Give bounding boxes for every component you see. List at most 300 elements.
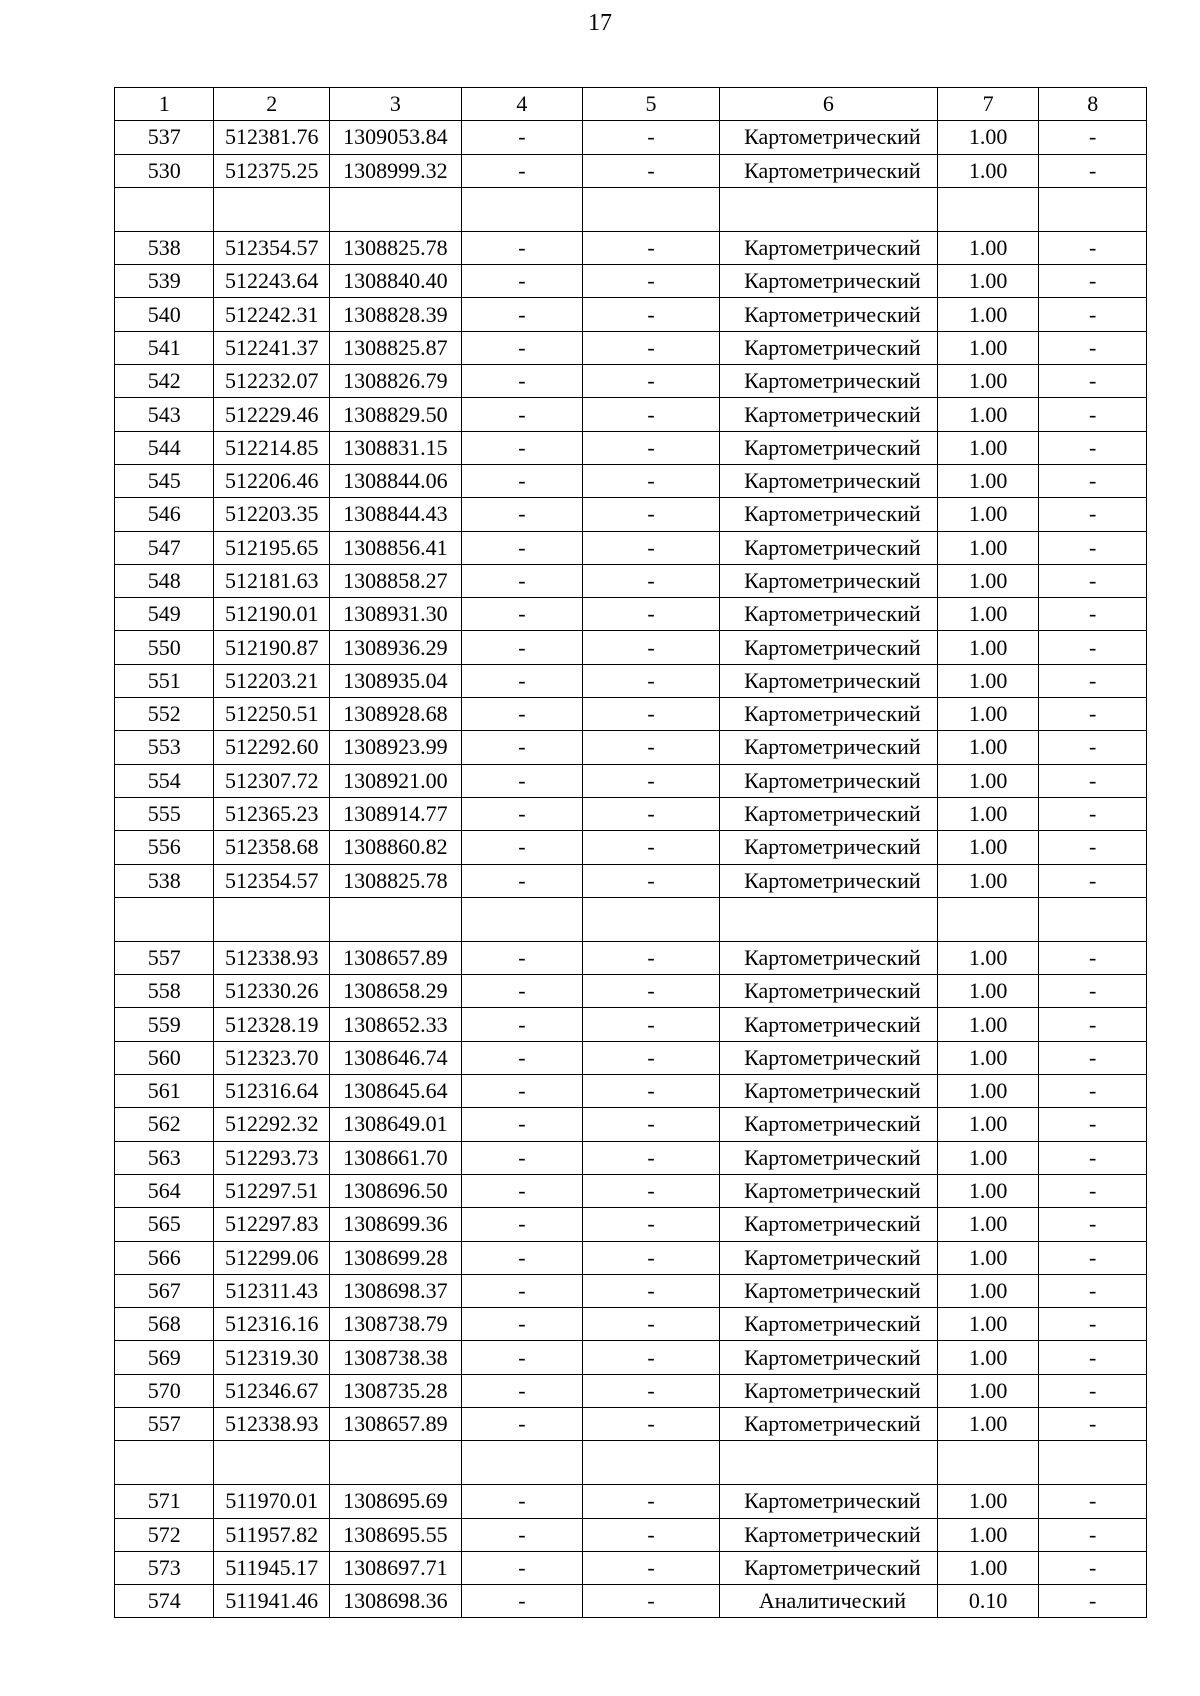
table-cell	[583, 897, 720, 941]
table-cell: -	[583, 698, 720, 731]
table-cell: 1308657.89	[330, 941, 462, 974]
table-cell: 560	[115, 1041, 214, 1074]
table-cell: -	[461, 598, 583, 631]
table-cell: -	[1039, 598, 1147, 631]
table-cell: -	[461, 731, 583, 764]
table-cell: 512203.21	[214, 664, 330, 697]
table-cell: 1.00	[937, 1341, 1038, 1374]
header-cell: 3	[330, 88, 462, 121]
table-cell: 512330.26	[214, 975, 330, 1008]
table-cell: 544	[115, 431, 214, 464]
table-cell: 512243.64	[214, 265, 330, 298]
table-cell: 512297.51	[214, 1174, 330, 1207]
table-row	[115, 154, 1147, 187]
table-cell	[115, 1441, 214, 1485]
table-cell: 1.00	[937, 797, 1038, 830]
table-row	[115, 797, 1147, 830]
table-row	[115, 431, 1147, 464]
table-cell: -	[461, 564, 583, 597]
table-cell: 1308658.29	[330, 975, 462, 1008]
table-row	[115, 564, 1147, 597]
table-row	[115, 231, 1147, 264]
table-cell: -	[1039, 398, 1147, 431]
table-cell: 567	[115, 1274, 214, 1307]
table-cell: 1.00	[937, 831, 1038, 864]
table-cell: -	[461, 231, 583, 264]
table-cell	[214, 897, 330, 941]
table-cell: -	[583, 1374, 720, 1407]
table-cell: 512311.43	[214, 1274, 330, 1307]
table-row	[115, 1407, 1147, 1440]
table-cell: 1308860.82	[330, 831, 462, 864]
table-cell: 1308999.32	[330, 154, 462, 187]
table-cell: 512195.65	[214, 531, 330, 564]
table-row	[115, 631, 1147, 664]
table-cell: -	[583, 1141, 720, 1174]
table-cell: 512293.73	[214, 1141, 330, 1174]
table-cell: 1.00	[937, 598, 1038, 631]
table-cell: 562	[115, 1108, 214, 1141]
table-cell: 1.00	[937, 531, 1038, 564]
table-cell: 512358.68	[214, 831, 330, 864]
table-cell: 1308825.87	[330, 331, 462, 364]
table-cell	[937, 187, 1038, 231]
table-cell: 1.00	[937, 464, 1038, 497]
table-cell: 1308738.38	[330, 1341, 462, 1374]
table-cell: -	[1039, 1518, 1147, 1551]
table-cell: 543	[115, 398, 214, 431]
table-cell: 573	[115, 1551, 214, 1584]
table-cell: 1.00	[937, 1308, 1038, 1341]
table-cell: 1308858.27	[330, 564, 462, 597]
table-cell: Картометрический	[719, 1141, 937, 1174]
table-cell: Картометрический	[719, 1008, 937, 1041]
table-cell: 563	[115, 1141, 214, 1174]
table-cell: -	[461, 1585, 583, 1618]
table-cell: -	[461, 365, 583, 398]
table-row-separator	[115, 187, 1147, 231]
table-cell: 512299.06	[214, 1241, 330, 1274]
table-cell: Картометрический	[719, 975, 937, 1008]
table-cell: -	[583, 941, 720, 974]
table-cell: -	[461, 1485, 583, 1518]
header-cell: 5	[583, 88, 720, 121]
table-cell: 539	[115, 265, 214, 298]
table-cell: -	[583, 564, 720, 597]
table-cell: 1.00	[937, 298, 1038, 331]
table-cell: 1.00	[937, 331, 1038, 364]
table-cell	[115, 897, 214, 941]
table-cell: 511957.82	[214, 1518, 330, 1551]
table-cell: -	[1039, 1308, 1147, 1341]
table-cell: -	[583, 764, 720, 797]
table-row	[115, 1518, 1147, 1551]
table-cell: -	[1039, 564, 1147, 597]
table-cell: -	[1039, 231, 1147, 264]
table-cell: 1.00	[937, 398, 1038, 431]
table-cell: -	[461, 121, 583, 154]
table-cell: Картометрический	[719, 231, 937, 264]
table-cell: 512354.57	[214, 864, 330, 897]
table-row	[115, 598, 1147, 631]
table-cell: -	[461, 265, 583, 298]
table-cell: 541	[115, 331, 214, 364]
table-row	[115, 1241, 1147, 1274]
table-cell	[937, 897, 1038, 941]
table-body	[115, 121, 1147, 1618]
table-cell: Картометрический	[719, 498, 937, 531]
table-cell	[719, 1441, 937, 1485]
table-row-separator	[115, 897, 1147, 941]
table-cell	[583, 187, 720, 231]
table-cell: Картометрический	[719, 1308, 937, 1341]
table-cell: -	[461, 797, 583, 830]
table-cell: -	[1039, 1008, 1147, 1041]
table-row	[115, 1551, 1147, 1584]
table-cell: -	[1039, 1141, 1147, 1174]
table-cell: -	[1039, 265, 1147, 298]
table-cell: -	[1039, 331, 1147, 364]
table-cell: -	[583, 1108, 720, 1141]
table-cell: 1.00	[937, 1551, 1038, 1584]
table-cell: -	[1039, 831, 1147, 864]
table-cell: -	[583, 531, 720, 564]
table-cell: -	[461, 464, 583, 497]
table-cell: 552	[115, 698, 214, 731]
table-cell: -	[461, 1208, 583, 1241]
table-cell: -	[583, 498, 720, 531]
table-row	[115, 664, 1147, 697]
table-cell: -	[1039, 431, 1147, 464]
table-cell: 564	[115, 1174, 214, 1207]
table-cell: 1.00	[937, 664, 1038, 697]
table-cell: -	[583, 831, 720, 864]
table-cell: 549	[115, 598, 214, 631]
table-cell: Картометрический	[719, 598, 937, 631]
table-row	[115, 1308, 1147, 1341]
table-cell	[214, 187, 330, 231]
header-cell: 6	[719, 88, 937, 121]
table-cell: 1.00	[937, 975, 1038, 1008]
table-cell: -	[583, 1274, 720, 1307]
table-row	[115, 1374, 1147, 1407]
table-cell: 1.00	[937, 498, 1038, 531]
table-cell: 540	[115, 298, 214, 331]
table-cell: -	[461, 1374, 583, 1407]
table-cell: -	[461, 1241, 583, 1274]
table-cell: 1.00	[937, 1407, 1038, 1440]
table-cell: 1.00	[937, 864, 1038, 897]
table-cell: Картометрический	[719, 431, 937, 464]
table-row	[115, 365, 1147, 398]
table-cell: Картометрический	[719, 154, 937, 187]
table-cell: -	[461, 1518, 583, 1551]
table-cell: -	[583, 664, 720, 697]
table-cell: 555	[115, 797, 214, 830]
table-cell: -	[1039, 941, 1147, 974]
table-cell: Картометрический	[719, 1485, 937, 1518]
table-cell: Картометрический	[719, 731, 937, 764]
table-cell: 559	[115, 1008, 214, 1041]
table-cell: 538	[115, 231, 214, 264]
table-cell: 547	[115, 531, 214, 564]
table-cell: Картометрический	[719, 1075, 937, 1108]
table-row	[115, 331, 1147, 364]
table-cell: 1.00	[937, 121, 1038, 154]
table-cell: 1.00	[937, 1008, 1038, 1041]
table-cell: 1309053.84	[330, 121, 462, 154]
table-cell: 1.00	[937, 231, 1038, 264]
table-row	[115, 1041, 1147, 1074]
table-cell: -	[1039, 1075, 1147, 1108]
table-cell: Аналитический	[719, 1585, 937, 1618]
table-cell: 557	[115, 941, 214, 974]
table-cell	[1039, 897, 1147, 941]
table-cell: 1.00	[937, 1174, 1038, 1207]
table-cell: -	[583, 1008, 720, 1041]
table-cell: 512365.23	[214, 797, 330, 830]
table-cell: -	[583, 598, 720, 631]
table-cell: 512214.85	[214, 431, 330, 464]
table-cell: 1308695.69	[330, 1485, 462, 1518]
table-cell: -	[583, 864, 720, 897]
table-cell: 512319.30	[214, 1341, 330, 1374]
table-cell: 557	[115, 1407, 214, 1440]
table-cell: Картометрический	[719, 1274, 937, 1307]
table-cell: -	[1039, 1041, 1147, 1074]
table-cell: 512241.37	[214, 331, 330, 364]
table-cell: -	[1039, 1374, 1147, 1407]
table-cell: -	[583, 298, 720, 331]
table-cell: -	[461, 1551, 583, 1584]
table-row	[115, 831, 1147, 864]
table-cell: 1308649.01	[330, 1108, 462, 1141]
table-row	[115, 1341, 1147, 1374]
table-cell: Картометрический	[719, 831, 937, 864]
table-cell: Картометрический	[719, 1374, 937, 1407]
table-cell: 571	[115, 1485, 214, 1518]
table-cell: -	[1039, 365, 1147, 398]
table-cell: 511945.17	[214, 1551, 330, 1584]
table-cell: 1308844.43	[330, 498, 462, 531]
table-cell: -	[461, 1008, 583, 1041]
table-cell: -	[461, 975, 583, 1008]
table-cell: 1308735.28	[330, 1374, 462, 1407]
table-cell: 511970.01	[214, 1485, 330, 1518]
table-cell: -	[583, 121, 720, 154]
table-cell: 512354.57	[214, 231, 330, 264]
coordinates-table	[114, 87, 1147, 1618]
table-cell: 512338.93	[214, 1407, 330, 1440]
table-cell: 1308699.36	[330, 1208, 462, 1241]
table-cell: 1308646.74	[330, 1041, 462, 1074]
table-cell: Картометрический	[719, 1341, 937, 1374]
table-cell: Картометрический	[719, 1108, 937, 1141]
table-cell: 1308921.00	[330, 764, 462, 797]
table-cell: 569	[115, 1341, 214, 1374]
table-cell: 512242.31	[214, 298, 330, 331]
table-cell: -	[583, 1407, 720, 1440]
table-cell: 1.00	[937, 1041, 1038, 1074]
table-cell: 1.00	[937, 154, 1038, 187]
table-cell	[461, 1441, 583, 1485]
table-cell	[214, 1441, 330, 1485]
table-cell: 512375.25	[214, 154, 330, 187]
table-cell: 1.00	[937, 1075, 1038, 1108]
table-cell	[583, 1441, 720, 1485]
table-cell: 512338.93	[214, 941, 330, 974]
table-row	[115, 1485, 1147, 1518]
table-cell: -	[1039, 764, 1147, 797]
table-cell: -	[461, 154, 583, 187]
table-cell: 1308652.33	[330, 1008, 462, 1041]
table-cell: -	[461, 498, 583, 531]
page-number: 17	[588, 10, 612, 36]
table-cell: 574	[115, 1585, 214, 1618]
table-cell: 565	[115, 1208, 214, 1241]
table-cell: 554	[115, 764, 214, 797]
table-cell: -	[583, 1041, 720, 1074]
table-cell: 530	[115, 154, 214, 187]
table-cell: 1308923.99	[330, 731, 462, 764]
table-cell: 512381.76	[214, 121, 330, 154]
table-cell: Картометрический	[719, 941, 937, 974]
table-cell: Картометрический	[719, 1241, 937, 1274]
table-cell: -	[583, 1341, 720, 1374]
table-row	[115, 464, 1147, 497]
table-cell: 1308831.15	[330, 431, 462, 464]
table-cell: -	[461, 398, 583, 431]
table-cell: 1308828.39	[330, 298, 462, 331]
table-cell: 512190.01	[214, 598, 330, 631]
table-cell: -	[1039, 631, 1147, 664]
table-cell: 1308696.50	[330, 1174, 462, 1207]
table-row	[115, 1174, 1147, 1207]
table-cell: Картометрический	[719, 1174, 937, 1207]
table-cell: -	[1039, 464, 1147, 497]
table-cell: -	[1039, 664, 1147, 697]
table-cell: -	[461, 298, 583, 331]
table-cell: -	[1039, 1551, 1147, 1584]
table-cell: 1.00	[937, 1208, 1038, 1241]
table-cell: Картометрический	[719, 797, 937, 830]
table-cell	[937, 1441, 1038, 1485]
table-cell: 1308698.36	[330, 1585, 462, 1618]
table-cell: -	[583, 431, 720, 464]
table-cell: -	[1039, 797, 1147, 830]
table-row	[115, 298, 1147, 331]
table-cell: 558	[115, 975, 214, 1008]
table-cell: Картометрический	[719, 864, 937, 897]
table-cell: 512346.67	[214, 1374, 330, 1407]
table-cell: Картометрический	[719, 1041, 937, 1074]
table-cell: 1308844.06	[330, 464, 462, 497]
table-cell: 512316.64	[214, 1075, 330, 1108]
table-cell: 512307.72	[214, 764, 330, 797]
table-cell: -	[1039, 498, 1147, 531]
table-row	[115, 265, 1147, 298]
table-cell: 512292.32	[214, 1108, 330, 1141]
table-cell	[719, 897, 937, 941]
table-cell: 1308697.71	[330, 1551, 462, 1584]
table-cell: -	[583, 1075, 720, 1108]
table-cell: -	[1039, 1174, 1147, 1207]
table-cell: -	[461, 1308, 583, 1341]
table-cell: -	[461, 1041, 583, 1074]
table-row	[115, 121, 1147, 154]
table-cell: 561	[115, 1075, 214, 1108]
table-cell: 1.00	[937, 731, 1038, 764]
table-cell: Картометрический	[719, 331, 937, 364]
table-cell: 511941.46	[214, 1585, 330, 1618]
table-cell: 512181.63	[214, 564, 330, 597]
table-row	[115, 764, 1147, 797]
table-row	[115, 731, 1147, 764]
table-cell: 1308825.78	[330, 864, 462, 897]
table-cell: 556	[115, 831, 214, 864]
table-cell: 538	[115, 864, 214, 897]
table-row	[115, 941, 1147, 974]
table-cell: 1308840.40	[330, 265, 462, 298]
table-cell: 1308928.68	[330, 698, 462, 731]
table-row	[115, 975, 1147, 1008]
table-cell: 512190.87	[214, 631, 330, 664]
table-cell: -	[1039, 298, 1147, 331]
table-cell: -	[583, 631, 720, 664]
table-row	[115, 531, 1147, 564]
table-cell: 512203.35	[214, 498, 330, 531]
table-cell: -	[461, 1108, 583, 1141]
table-cell: -	[461, 1141, 583, 1174]
table-cell: -	[1039, 731, 1147, 764]
table-cell: 1308698.37	[330, 1274, 462, 1307]
table-cell: 1308936.29	[330, 631, 462, 664]
table-cell: -	[583, 398, 720, 431]
table-cell: Картометрический	[719, 764, 937, 797]
table-row	[115, 1141, 1147, 1174]
table-cell: 512206.46	[214, 464, 330, 497]
table-cell: -	[583, 975, 720, 1008]
table-row	[115, 864, 1147, 897]
table-cell: -	[583, 464, 720, 497]
table-cell: 1.00	[937, 1241, 1038, 1274]
table-cell: 548	[115, 564, 214, 597]
table-cell: -	[461, 531, 583, 564]
table-cell: 570	[115, 1374, 214, 1407]
table-cell: -	[1039, 1241, 1147, 1274]
table-cell: Картометрический	[719, 531, 937, 564]
table-cell: 1308825.78	[330, 231, 462, 264]
table-cell: 512297.83	[214, 1208, 330, 1241]
table-row	[115, 1585, 1147, 1618]
table-row	[115, 698, 1147, 731]
header-cell: 2	[214, 88, 330, 121]
table-cell: -	[583, 265, 720, 298]
table-cell: -	[1039, 1585, 1147, 1618]
table-cell: -	[583, 1174, 720, 1207]
table-cell	[461, 187, 583, 231]
table-cell: Картометрический	[719, 698, 937, 731]
table-cell: Картометрический	[719, 1551, 937, 1584]
table-cell: 550	[115, 631, 214, 664]
table-cell: 1.00	[937, 564, 1038, 597]
table-row	[115, 498, 1147, 531]
table-cell: 546	[115, 498, 214, 531]
table-cell: -	[1039, 1274, 1147, 1307]
table-cell: 542	[115, 365, 214, 398]
table-cell: 1308914.77	[330, 797, 462, 830]
table-cell: 512250.51	[214, 698, 330, 731]
